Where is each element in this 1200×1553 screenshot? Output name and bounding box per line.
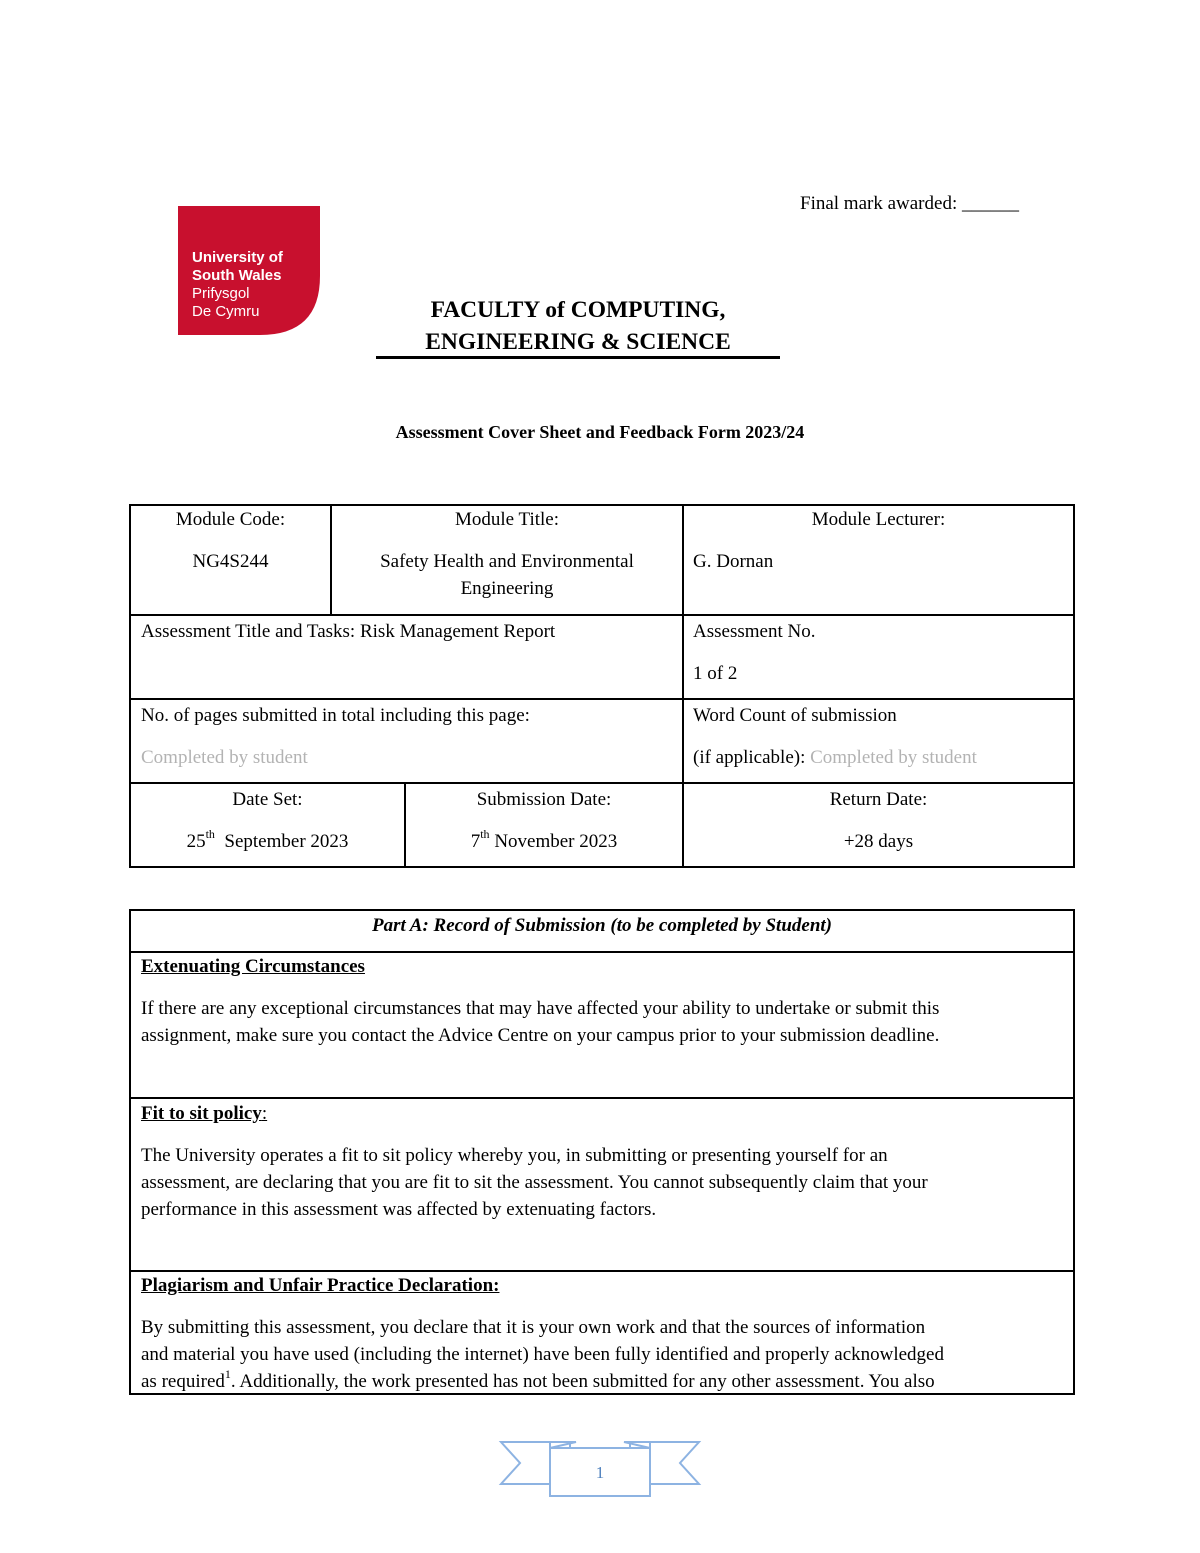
plagiarism-line-3b: . Additionally, the work presented has not been submitted for any other assessment. You also xyxy=(230,1371,935,1392)
faculty-line-1: FACULTY of COMPUTING, xyxy=(430,297,726,323)
lecturer-value: G. Dornan xyxy=(693,551,774,572)
usw-logo xyxy=(178,206,320,335)
pages-placeholder[interactable]: Completed by student xyxy=(141,747,308,768)
fit-line-1: The University operates a fit to sit policy whereby you, in submitting or presenting yourself for an xyxy=(141,1145,888,1166)
date-set-label: Date Set: xyxy=(232,789,303,810)
wordcount-placeholder[interactable]: Completed by student xyxy=(810,747,977,768)
ext-line-1: If there are any exceptional circumstances that may have affected your ability to undertake or submit this xyxy=(141,998,940,1019)
fit-line-3: performance in this assessment was affected by extenuating factors. xyxy=(141,1199,657,1220)
page-number-badge xyxy=(498,1440,702,1498)
logo-line-4: De Cymru xyxy=(192,303,260,320)
logo-line-1: University of xyxy=(192,249,283,266)
logo-line-2: South Wales xyxy=(192,267,282,284)
assessment-title-value: Risk Management Report xyxy=(359,621,556,642)
date-set-sup: th xyxy=(205,826,215,841)
lecturer-label: Module Lecturer: xyxy=(811,509,946,530)
submission-date-value xyxy=(406,828,682,855)
pages-label: No. of pages submitted in total including this page: xyxy=(141,705,530,726)
assessment-no-value: 1 of 2 xyxy=(693,663,738,684)
faculty-line-2: ENGINEERING & SCIENCE xyxy=(425,329,731,355)
fit-heading-field xyxy=(141,1100,267,1127)
row-divider xyxy=(129,698,1075,700)
plagiarism-line-1: By submitting this assessment, you declare that it is your own work and that the sources of information xyxy=(141,1317,926,1338)
date-set-rest: September 2023 xyxy=(224,831,349,852)
submission-sup: th xyxy=(480,826,490,841)
date-set-value xyxy=(131,828,404,855)
part-a-title: Part A: Record of Submission (to be completed by Student) xyxy=(371,915,833,936)
ext-heading: Extenuating Circumstances xyxy=(141,956,365,977)
module-title-line-2: Engineering xyxy=(460,578,554,599)
submission-rest: November 2023 xyxy=(494,831,618,852)
assessment-title-field xyxy=(141,618,555,645)
row-divider xyxy=(129,1097,1075,1099)
fit-line-2: assessment, are declaring that you are fit to sit the assessment. You cannot subsequently claim that your xyxy=(141,1172,928,1193)
ext-line-2: assignment, make sure you contact the Advice Centre on your campus prior to your submission deadline. xyxy=(141,1025,940,1046)
assessment-no-label: Assessment No. xyxy=(693,621,816,642)
final-mark-field: Final mark awarded: ______ xyxy=(800,193,1019,214)
faculty-title xyxy=(376,294,780,358)
row-divider xyxy=(129,782,1075,784)
faculty-underline xyxy=(376,356,780,359)
col-divider xyxy=(682,504,684,868)
return-date-label: Return Date: xyxy=(829,789,928,810)
logo-line-3: Prifysgol xyxy=(192,285,250,302)
return-date-value: +28 days xyxy=(843,831,914,852)
fit-heading: Fit to sit policy xyxy=(141,1103,262,1124)
wordcount-label-2: (if applicable): xyxy=(693,747,806,768)
wordcount-label: Word Count of submission xyxy=(693,705,897,726)
submission-day: 7 xyxy=(470,831,481,852)
module-code-label: Module Code: xyxy=(175,509,286,530)
fit-heading-colon: : xyxy=(261,1103,268,1124)
plagiarism-heading: Plagiarism and Unfair Practice Declaration: xyxy=(141,1275,500,1296)
plagiarism-line-3a: as required xyxy=(141,1371,225,1392)
plagiarism-line-2: and material you have used (including the internet) have been fully identified and properly acknowledged xyxy=(141,1344,944,1365)
form-title: Assessment Cover Sheet and Feedback Form 2023/24 xyxy=(395,422,805,442)
module-title-line-1: Safety Health and Environmental xyxy=(380,551,634,572)
wordcount-field xyxy=(693,744,977,771)
date-set-day: 25 xyxy=(186,831,206,852)
plagiarism-line-3 xyxy=(141,1368,935,1395)
row-divider xyxy=(129,614,1075,616)
submission-date-label: Submission Date: xyxy=(476,789,612,810)
module-title-label: Module Title: xyxy=(455,509,559,530)
module-code-value: NG4S244 xyxy=(192,551,269,572)
footnote-ref: 1 xyxy=(224,1366,231,1381)
page-number: 1 xyxy=(595,1463,605,1482)
assessment-title-label: Assessment Title and Tasks: xyxy=(141,621,356,642)
